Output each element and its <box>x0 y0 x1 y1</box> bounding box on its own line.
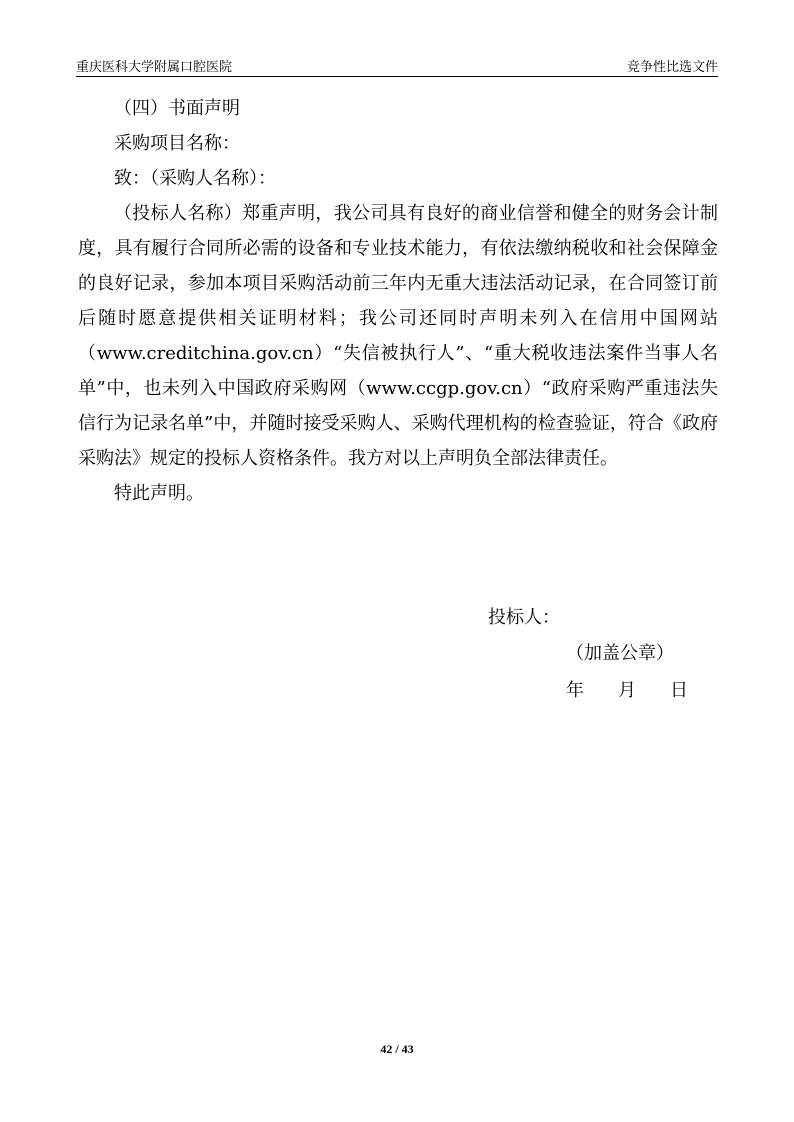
page-header <box>76 52 718 77</box>
declaration-paragraph: （投标人名称）郑重声明，我公司具有良好的商业信誉和健全的财务会计制度，具有履行合同所必需的设备和专业技术能力，有依法缴纳税收和社会保障金的良好记录，参加本项目采购活动前三年内无重大违法活动记录，在合同签订前后随时愿意提供相关证明材料；我公司还同时声明未列入在信用中国网站（www.creditchina.gov.cn）“失信被执行人”、“重大税收违法案件当事人名单”中，也未列入中国政府采购网（www.ccgp.gov.cn）“政府采购严重违法失信行为记录名单”中，并随时接受采购人、采购代理机构的检查验证，符合《政府采购法》规定的投标人资格条件。我方对以上声明负全部法律责任。 <box>78 203 718 469</box>
year-label: 年 <box>566 680 584 701</box>
document-type: 竞争性比选文件 <box>626 60 718 75</box>
day-label: 日 <box>670 680 688 701</box>
addressee-line: 致：（采购人名称）： <box>114 168 276 189</box>
seal-label: （加盖公章） <box>566 643 674 664</box>
hospital-name: 重庆医科大学附属口腔医院 <box>76 60 233 75</box>
page-number: 42 / 43 <box>380 1042 414 1056</box>
project-name-label: 采购项目名称： <box>114 133 240 154</box>
declaration-body <box>78 91 718 511</box>
month-label: 月 <box>618 680 636 701</box>
section-title: （四）书面声明 <box>114 98 240 119</box>
bidder-label: 投标人： <box>488 607 560 628</box>
closing-statement: 特此声明。 <box>114 483 204 504</box>
date-line <box>566 676 688 702</box>
